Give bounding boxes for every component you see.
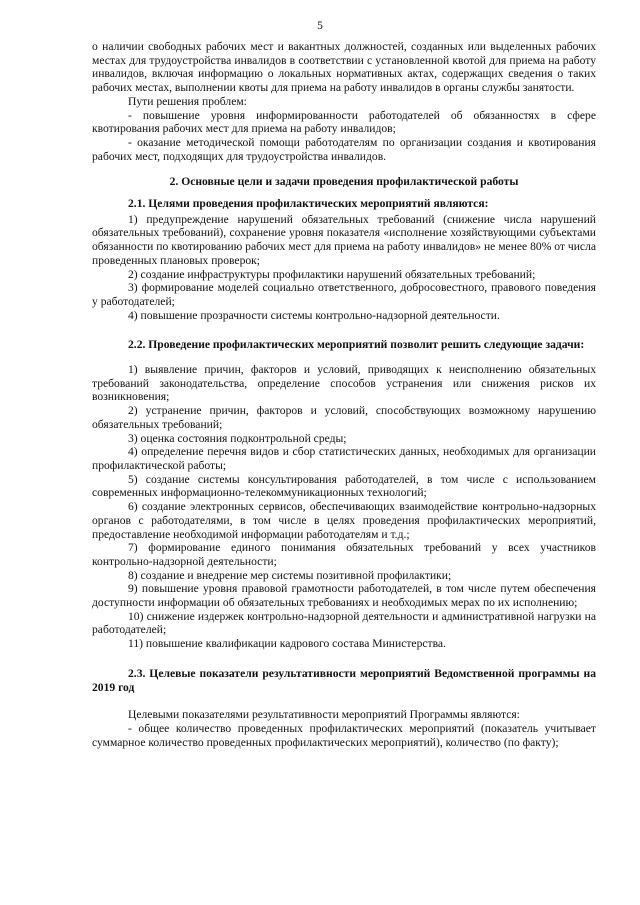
- page-content: [92, 40, 596, 749]
- goal-item: 4) повышение прозрачности системы контрольно-надзорной деятельности.: [128, 308, 500, 322]
- task-item: 4) определение перечня видов и сбор статистических данных, необходимых для организации профилактической работы;: [92, 445, 596, 472]
- solutions-label: Пути решения проблем:: [128, 94, 247, 108]
- intro-paragraph: о наличии свободных рабочих мест и вакантных должностей, созданных или выделенных рабочих местах для трудоустройства инвалидов в соответствии с установленной квотой для приема на работу инвалидов, включая информацию о локальных нормативных актах, содержащих сведения о таких рабочих местах, выполнении квоты для приема на работу инвалидов в органы службы занятости.: [92, 40, 596, 95]
- task-item: 8) создание и внедрение мер системы позитивной профилактики;: [128, 568, 452, 582]
- section-2-2-heading: 2.2. Проведение профилактических мероприятий позволит решить следующие задачи:: [128, 338, 585, 352]
- task-item: 5) создание системы консультирования работодателей, в том числе с использованием современных информационно-телекоммуникационных технологий;: [92, 472, 596, 500]
- goal-item: 2) создание инфраструктуры профилактики нарушений обязательных требований;: [128, 267, 536, 281]
- section-2-3-heading: 2.3. Целевые показатели результативности мероприятий Ведомственной программы на 2019 год: [92, 666, 596, 694]
- section-2-heading: 2. Основные цели и задачи проведения профилактической работы: [169, 175, 519, 189]
- goal-item: 3) формирование моделей социально ответственного, добросовестного, правового поведения у работодателей;: [92, 281, 596, 308]
- solution-item: - оказание методической помощи работодателям по организации создания и квотирования рабочих мест, подходящих для трудоустройства инвалидов.: [92, 135, 596, 163]
- task-item: 2) устранение причин, факторов и условий, способствующих возможному нарушению обязательных требований;: [92, 404, 596, 431]
- indicators-lead: Целевыми показателями результативности мероприятий Программы являются:: [128, 708, 520, 722]
- task-item: 7) формирование единого понимания обязательных требований у всех участников контрольно-надзорной деятельности;: [92, 541, 596, 568]
- task-item: 1) выявление причин, факторов и условий, приводящих к неисполнению обязательных требований законодательства, определение способов устранения или снижения рисков их возникновения;: [92, 363, 596, 404]
- task-item: 10) снижение издержек контрольно-надзорной деятельности и административной нагрузки на работодателей;: [92, 609, 596, 637]
- indicator-item: - общее количество проведенных профилактических мероприятий (показатель учитывает суммарное количество проведенных профилактических мероприятий), количество (по факту);: [92, 721, 596, 749]
- section-2-1-heading: 2.1. Целями проведения профилактических мероприятий являются:: [128, 197, 489, 211]
- solution-item: - повышение уровня информированности работодателей об обязанностях в сфере квотирования рабочих мест для приема на работу инвалидов;: [92, 108, 596, 136]
- task-item: 11) повышение квалификации кадрового состава Министерства.: [128, 637, 446, 651]
- task-item: 6) создание электронных сервисов, обеспечивающих взаимодействие контрольно-надзорных органов с работодателями, в том числе в целях проведения профилактических мероприятий, предоставление необходимой информации работодателям и т.д.;: [92, 500, 596, 541]
- goal-item: 1) предупреждение нарушений обязательных требований (снижение числа нарушений обязательных требований), сохранение уровня показателя «исполнение хозяйствующими субъектами обязанности по квотированию рабочих мест для приема на работу инвалидов» не менее 80% от числа проведенных плановых проверок;: [92, 212, 596, 267]
- task-item: 3) оценка состояния подконтрольной среды;: [128, 431, 347, 445]
- task-item: 9) повышение уровня правовой грамотности работодателей, в том числе путем обеспечения доступности информации об обязательных требованиях и необходимых мерах по их исполнению;: [92, 582, 596, 610]
- page-number: 5: [317, 20, 323, 32]
